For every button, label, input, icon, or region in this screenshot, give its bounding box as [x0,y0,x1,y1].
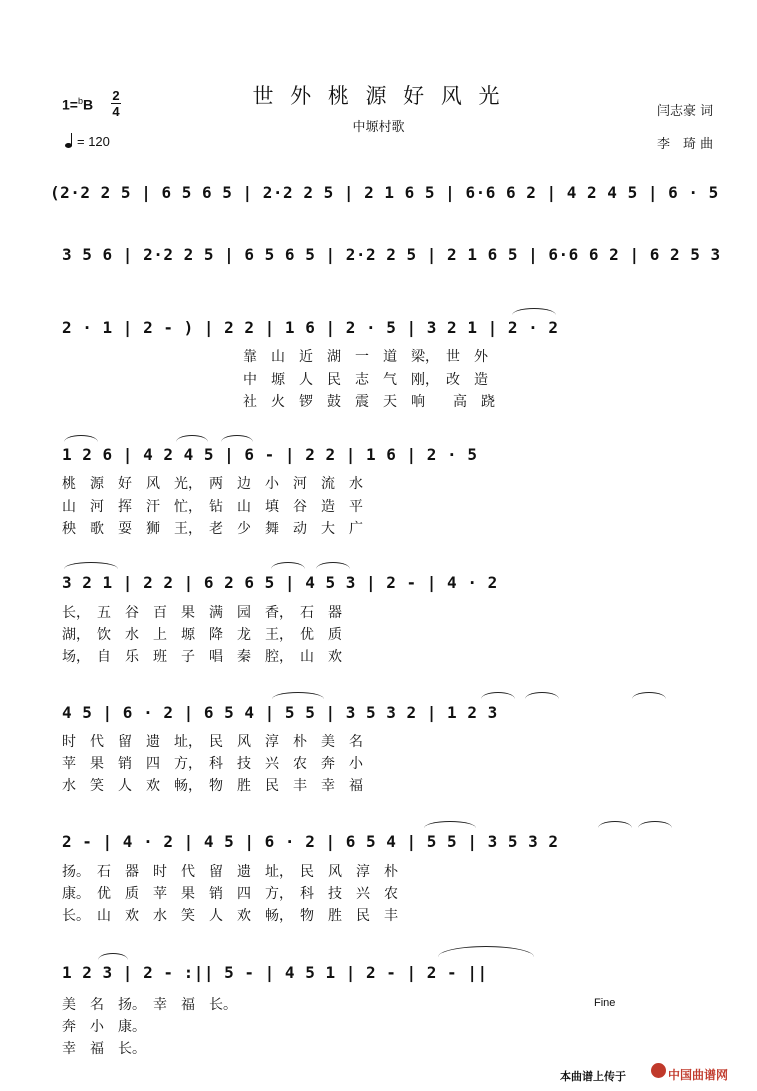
row-3-lyrics-verse-2: 中 塬 人 民 志 气 刚， 改 造 [243,372,488,388]
row-3-lyrics-verse-3: 社 火 锣 鼓 震 天 响 高 跷 [243,394,495,410]
slur-mark [512,308,556,315]
key-signature: 1=$^b$B [62,96,94,113]
score-row-8-notes: 1 2 3 | 2 - :|| 5 - | 4 5 1 | 2 - | 2 - || [62,963,488,982]
slur-mark [98,953,128,960]
tempo-mark: = 120 [65,134,110,149]
quarter-note-icon [65,143,72,148]
slur-mark [424,821,476,828]
score-row-5-notes: 3 2 1 | 2 2 | 6 2 6 5 | 4 5 3 | 2 - | 4 · 2 [62,573,498,592]
score-row-6-notes: 4 5 | 6 · 2 | 6 5 4 | 5 5 | 3 5 3 2 | 1 2 3 [62,703,498,722]
slur-mark [638,821,672,828]
row-5-lyrics-verse-1: 长， 五 谷 百 果 满 园 香， 石 器 [62,605,342,621]
row-8-lyrics-verse-1: 美 名 扬。 幸 福 长。 [62,997,237,1013]
row-3-lyrics-verse-1: 靠 山 近 湖 一 道 梁， 世 外 [243,349,488,365]
row-4-lyrics-verse-3: 秧 歌 耍 狮 王， 老 少 舞 动 大 广 [62,521,363,537]
site-logo-icon [651,1063,666,1078]
song-title: 世 外 桃 源 好 风 光 [252,84,505,108]
row-5-lyrics-verse-3: 场， 自 乐 班 子 唱 秦 腔， 山 欢 [62,649,342,665]
upload-note: 本曲谱上传于 [560,1070,626,1083]
slur-mark [272,692,324,699]
time-signature: 2 4 [112,88,120,119]
score-row-2-notes: 3 5 6 | 2·2 2 5 | 6 5 6 5 | 2·2 2 5 | 2 1 6 5 | 6·6 6 2 | 6 2 5 3 [62,245,721,264]
row-7-lyrics-verse-2: 康。 优 质 苹 果 销 四 方， 科 技 兴 农 [62,886,398,902]
slur-mark [525,692,559,699]
song-subtitle: 中塬村歌 [352,120,405,135]
lyricist-credit: 闫志豪 词 [657,104,714,119]
score-row-1-notes: (2·2 2 5 | 6 5 6 5 | 2·2 2 5 | 2 1 6 5 | 6·6 6 2 | 4 2 4 5 | 6 · 5 [50,183,719,202]
slur-mark [64,562,118,569]
row-7-lyrics-verse-3: 长。 山 欢 水 笑 人 欢 畅， 物 胜 民 丰 [62,908,398,924]
slur-mark [221,435,253,442]
score-row-4-notes: 1 2 6 | 4 2 4 5 | 6 - | 2 2 | 1 6 | 2 · 5 [62,445,478,464]
score-row-7-notes: 2 - | 4 · 2 | 4 5 | 6 · 2 | 6 5 4 | 5 5 | 3 5 3 2 [62,832,559,851]
slur-mark [598,821,632,828]
slur-mark [176,435,208,442]
fine-mark: Fine [594,997,616,1009]
slur-mark [64,435,98,442]
row-7-lyrics-verse-1: 扬。 石 器 时 代 留 遗 址， 民 风 淳 朴 [62,864,398,880]
row-6-lyrics-verse-3: 水 笑 人 欢 畅， 物 胜 民 丰 幸 福 [62,778,363,794]
row-4-lyrics-verse-1: 桃 源 好 风 光， 两 边 小 河 流 水 [62,476,363,492]
slur-mark [481,692,515,699]
row-8-lyrics-verse-3: 幸 福 长。 [62,1041,146,1057]
row-8-lyrics-verse-2: 奔 小 康。 [62,1019,146,1035]
tie-mark [438,946,534,957]
score-row-3-notes: 2 · 1 | 2 - ) | 2 2 | 1 6 | 2 · 5 | 3 2 1 | 2 · 2 [62,318,559,337]
row-6-lyrics-verse-2: 苹 果 销 四 方， 科 技 兴 农 奔 小 [62,756,363,772]
composer-credit: 李 琦 曲 [657,137,714,152]
slur-mark [632,692,666,699]
slur-mark [316,562,350,569]
row-6-lyrics-verse-1: 时 代 留 遗 址， 民 风 淳 朴 美 名 [62,734,363,750]
row-4-lyrics-verse-2: 山 河 挥 汗 忙， 钻 山 填 谷 造 平 [62,499,363,515]
row-5-lyrics-verse-2: 湖， 饮 水 上 塬 降 龙 王， 优 质 [62,627,342,643]
site-name: 中国曲谱网 [668,1068,729,1082]
slur-mark [271,562,305,569]
